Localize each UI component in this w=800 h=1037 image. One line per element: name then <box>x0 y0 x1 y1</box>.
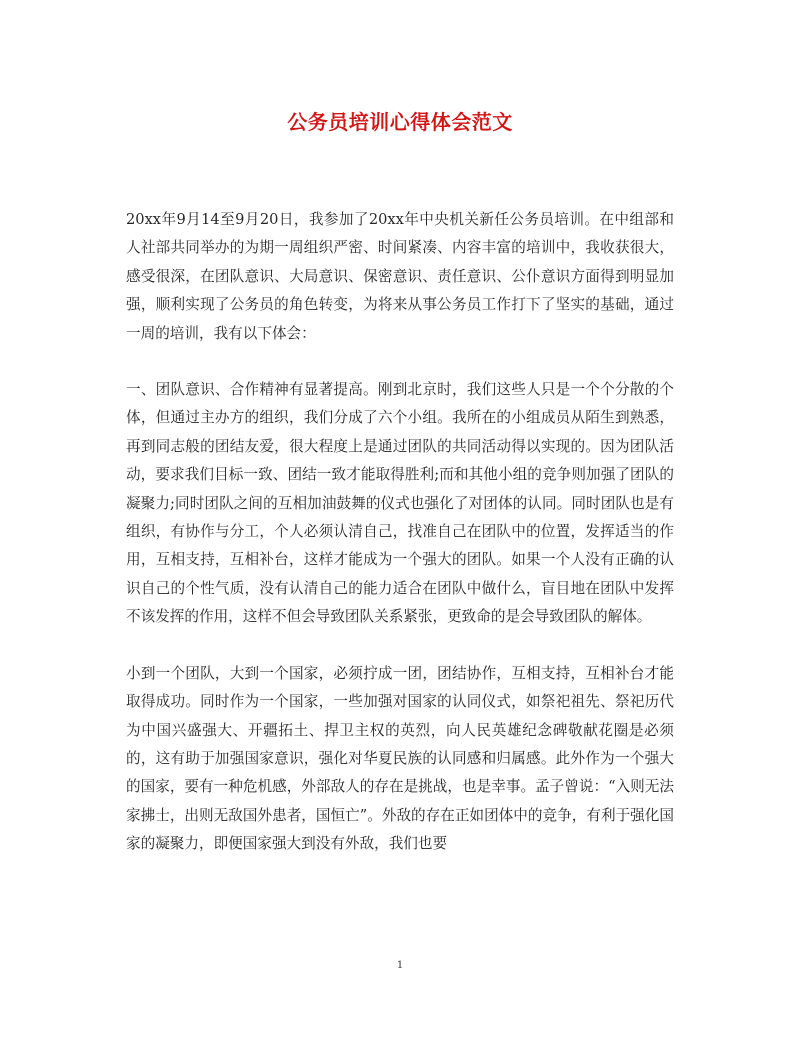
paragraph-intro: 20xx年9月14至9月20日，我参加了20xx年中央机关新任公务员培训。在中组部和人社部共同举办的为期一周组织严密、时间紧凑、内容丰富的培训中，我收获很大，感受很深，在团队意识、大局意识、保密意识、责任意识、公仆意识方面得到明显加强，顺利实现了公务员的角色转变，为将来从事公务员工作打下了坚实的基础，通过一周的培训，我有以下体会： <box>126 211 674 342</box>
page-number: 1 <box>396 960 404 971</box>
paragraph-team-awareness: 一、团队意识、合作精神有显著提高。刚到北京时，我们这些人只是一个个分散的个体，但通过主办方的组织，我们分成了六个小组。我所在的小组成员从陌生到熟悉，再到同志般的团结友爱，很大程度上是通过团队的共同活动得以实现的。因为团队活动，要求我们目标一致、团结一致才能取得胜利;而和其他小组的竞争则加强了团队的凝聚力;同时团队之间的互相加油鼓舞的仪式也强化了对团体的认同。同时团队也是有组织，有协作与分工，个人必须认清自己，找准自己在团队中的位置，发挥适当的作用，互相支持，互相补台，这样才能成为一个强大的团队。如果一个人没有正确的认识自己的个性气质，没有认清自己的能力适合在团队中做什么，盲目地在团队中发挥不该发挥的作用，这样不但会导致团队关系紧张，更致命的是会导致团队的解体。 <box>126 381 674 626</box>
document-title: 公务员培训心得体会范文 <box>287 110 513 134</box>
document-body <box>126 206 674 887</box>
paragraph-nation-unity: 小到一个团队，大到一个国家，必须拧成一团，团结协作，互相支持，互相补台才能取得成功。同时作为一个国家，一些加强对国家的认同仪式，如祭祀祖先、祭祀历代为中国兴盛强大、开疆拓土、捍卫主权的英烈，向人民英雄纪念碑敬献花圈是必须的，这有助于加强国家意识，强化对华夏民族的认同感和归属感。此外作为一个强大的国家，要有一种危机感，外部敌人的存在是挑战，也是幸事。孟子曾说：“入则无法家拂士，出则无敌国外患者，国恒亡”。外敌的存在正如团体中的竞争，有利于强化国家的凝聚力，即便国家强大到没有外敌，我们也要 <box>126 664 674 853</box>
